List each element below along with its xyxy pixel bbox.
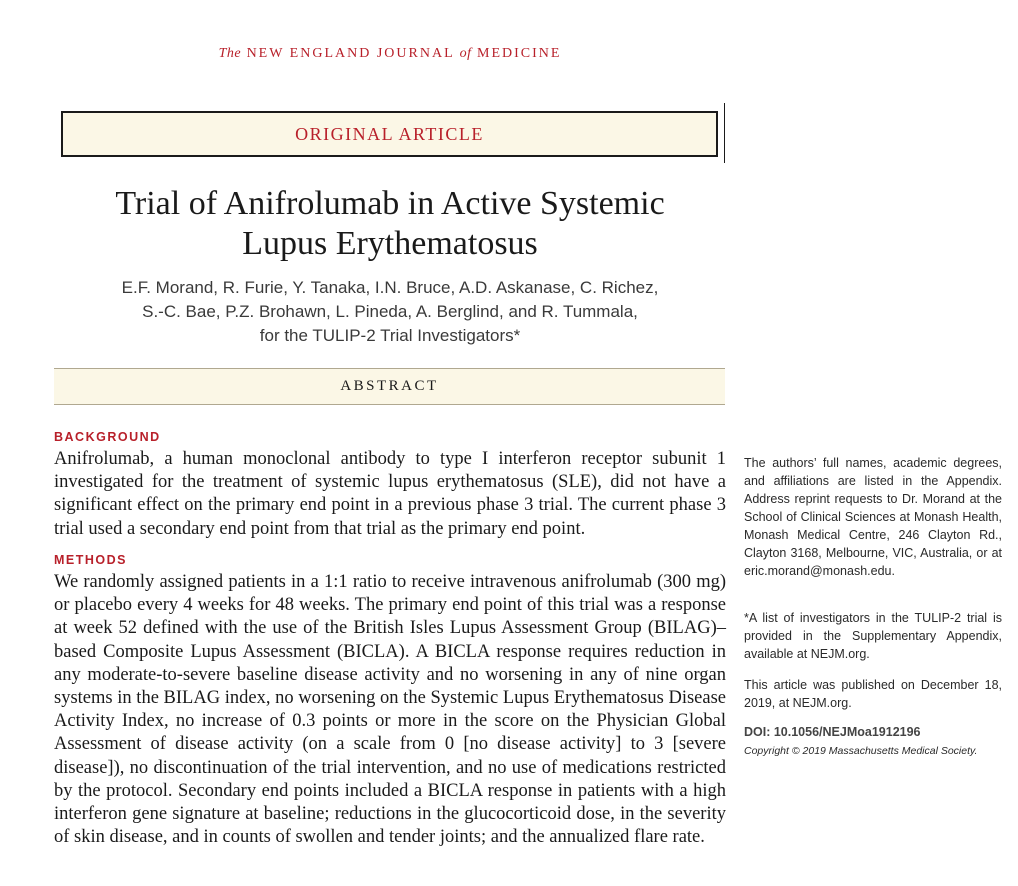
authors-line-2: S.-C. Bae, P.Z. Brohawn, L. Pineda, A. Berglind, and R. Tummala, (142, 302, 638, 321)
journal-of: of (459, 46, 472, 61)
copyright-notice: Copyright © 2019 Massachusetts Medical Society. (744, 745, 978, 757)
background-text: Anifrolumab, a human monoclonal antibody to type I interferon receptor subunit 1 investigated for the treatment of systemic lupus erythematosus (SLE), did not have a significant effect on the primary end point in a previous phase 3 trial. The current phase 3 trial used a secondary end point from that trial as the primary end point. (54, 449, 726, 539)
sidebar-affiliations: The authors’ full names, academic degrees, and affiliations are listed in the Appendix. Address reprint requests to Dr. Morand at the School of Clinical Sciences at Monash Health, Monash Medical Centre, 246 Clayton Rd., Clayton 3168, Melbourne, VIC, Australia, or at eric.morand@monash.edu. (744, 456, 1002, 578)
journal-header (0, 46, 780, 62)
methods-text: We randomly assigned patients in a 1:1 ratio to receive intravenous anifrolumab (300 mg) or placebo every 4 weeks for 48 weeks. The primary end point of this trial was a response at week 52 defined with the use of the British Isles Lupus Assessment Group (BILAG)–based Composite Lupus Assessment (BICLA). A BICLA response requires reduction in any moderate-to-severe baseline disease activity and no worsening in any of nine organ systems in the BILAG index, no worsening on the Systemic Lupus Erythematosus Disease Activity Index, no increase of 0.3 points or more in the score on the Physician Global Assessment of disease activity (on a scale from 0 [no disease activity] to 3 [severe disease]), no discontinuation of the trial intervention, and no use of medications restricted by the protocol. Secondary end points included a BICLA response in patients with a high interferon gene signature at baseline; reductions in the glucocorticoid dose, in the severity of skin disease, and in counts of swollen and tender joints; and the annualized flare rate. (54, 572, 726, 848)
abstract-band (54, 368, 725, 405)
article-title (50, 184, 730, 264)
article-type-label: ORIGINAL ARTICLE (295, 123, 484, 144)
journal-prefix: The (218, 46, 242, 61)
authors-line-3: for the TULIP-2 Trial Investigators* (259, 326, 521, 345)
methods-heading: METHODS (54, 553, 127, 567)
title-line-2: Lupus Erythematosus (242, 225, 538, 262)
sidebar-investigators: *A list of investigators in the TULIP-2 trial is provided in the Supplementary Appendix, available at NEJM.org. (744, 611, 1002, 661)
abstract-label: ABSTRACT (340, 378, 439, 394)
title-line-1: Trial of Anifrolumab in Active Systemic (115, 185, 665, 222)
journal-name-part2: MEDICINE (477, 46, 562, 61)
sidebar-published: This article was published on December 18, 2019, at NEJM.org. (744, 678, 1002, 710)
article-type-box (61, 111, 718, 157)
author-list (50, 276, 730, 348)
background-heading: BACKGROUND (54, 430, 161, 444)
authors-line-1: E.F. Morand, R. Furie, Y. Tanaka, I.N. Bruce, A.D. Askanase, C. Richez, (121, 278, 659, 297)
journal-name-part1: NEW ENGLAND JOURNAL (246, 46, 455, 61)
doi-link[interactable]: DOI: 10.1056/NEJMoa1912196 (744, 725, 921, 739)
